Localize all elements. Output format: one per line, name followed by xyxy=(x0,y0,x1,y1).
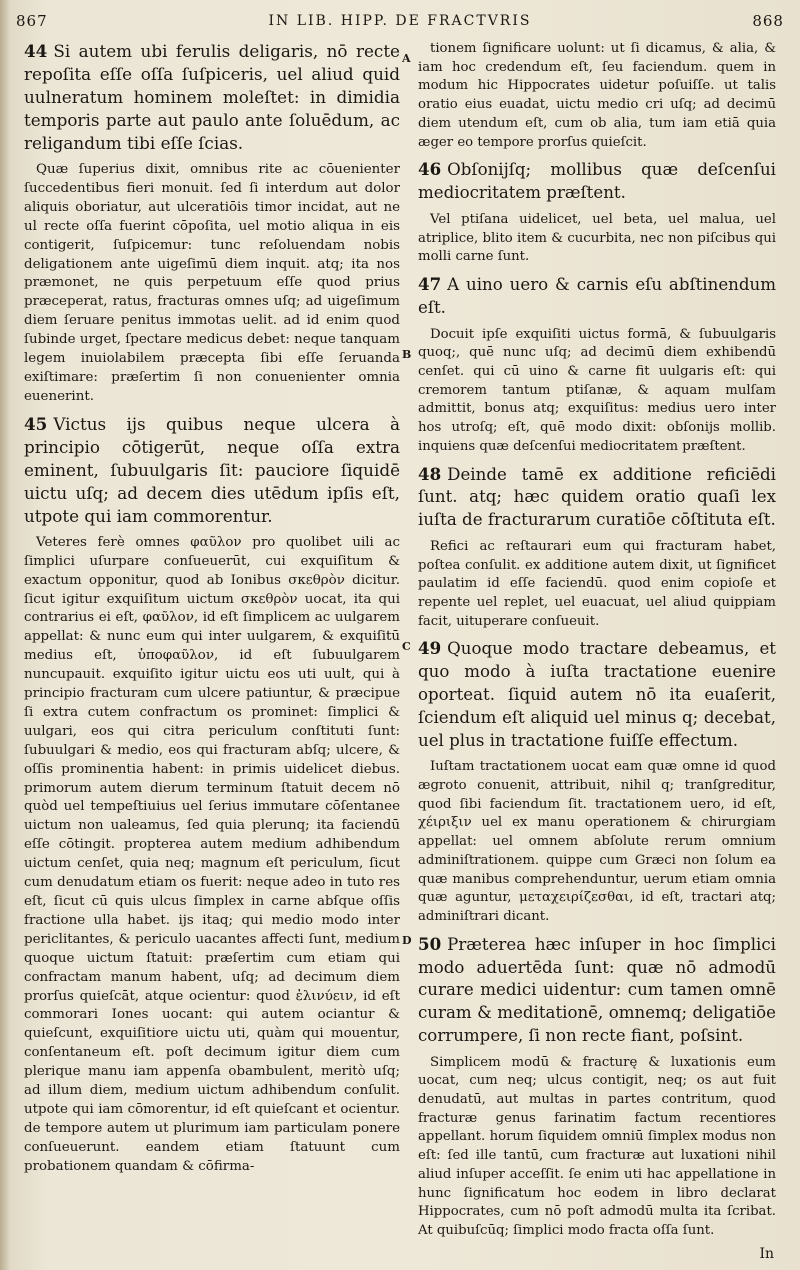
aphorism-text: Obſonijſq; mollibus quæ deſcenſui mediocritatem præſtent. xyxy=(418,160,776,203)
aphorism-number: 50 xyxy=(418,933,442,954)
margin-letter: B xyxy=(402,348,412,361)
commentary-paragraph: Refici ac reſtaurari eum qui fracturam habet, poſtea conſulit. ex additione autem dixit, ut ſignificet paulatim id eſſe faciendū. quod enim copioſe et repente uel replet, uel euacuat, uel aliud quippiam facit, uituperare conſueuit. xyxy=(418,538,776,629)
catchword: In xyxy=(759,1246,774,1262)
margin-section-letters xyxy=(402,0,416,1270)
commentary-paragraph: Simplicem modū & fracturę & luxationis eum uocat, cum neq; ulcus contigit, neq; os aut fuit denudatū, aut multas in partes contritum, quod fracturæ genus farinatim factum recentiores appellant. horum ſiquidem omniū ſimplex modus non eſt: ſed ille tantū, cum fracturæ aut luxationi nihil aliud inſuper acceſſit. ſe enim uti hac appellatione in hunc ſignificatum hoc eodem in libro declarat Hippocrates, cum nō poſt admodū multa ita ſcribat. At quibuſcūq; ſimplici modo fracta oſſa ſunt. xyxy=(418,1054,776,1239)
commentary-paragraph: tionem ſignificare uolunt: ut ſi dicamus, & alia, & iam hoc credendum eſt, ſeu faciendum. quem in modum hic Hippocrates uidetur poſuiſſe. ut talis oratio eius euadat, uictu medio cri uſq; ad decimū diem utendum eſt, cum ob alia, tum iam etiā quia æger eo tempore prorſus quieſcit. xyxy=(418,41,776,150)
page-gutter-shadow xyxy=(0,0,10,1270)
running-title: IN LIB. HIPP. DE FRACTVRIS xyxy=(268,13,532,29)
aphorism-number: 44 xyxy=(24,41,48,61)
commentary-paragraph: Docuit ipſe exquiſiti uictus formā, & ſubuulgaris quoq;, quē nunc uſq; ad decimū diem exhibendū cenſet. qui cū uino & carne fit uulgaris eſt: qui cremorem tantum ptiſanæ, & aquam mulſam admittit, bonus atq; exquiſitus: medius uero inter hos utroſq; eſt, quē modo dixit: obſonijs mollib. inquiens quæ deſcenſui mediocritatem præſtent. xyxy=(418,326,776,454)
margin-letter: C xyxy=(402,640,411,653)
aphorism-number: 46 xyxy=(418,159,442,180)
aphorism xyxy=(24,413,400,528)
page-number-left: 867 xyxy=(16,12,48,30)
commentary-paragraph: Iuſtam tractationem uocat eam quæ omne id quod ægroto conuenit, attribuit, nihil q; tranſgreditur, quod ſibi faciendum ſit. tractationem uero, id eſt, χέιριξιν uel ex manu operationem & chirurgiam appellat: uel omnem abſolute rerum omnium adminiſtrationem. quippe cum Græci non ſolum ea quæ manibus comprehenduntur, uerum etiam omnia quæ aguntur, μεταχειρίζεσθαι, id eſt, tractari atq; adminiſtrari dicant. xyxy=(418,759,776,925)
aphorism-number: 49 xyxy=(418,638,442,659)
aphorism xyxy=(418,158,776,205)
aphorism xyxy=(24,40,400,155)
page-header xyxy=(16,8,784,34)
aphorism-text: Si autem ubi ferulis deligaris, nō recte repoſita eſſe oſſa ſuſpiceris, uel aliud quid uulneratum hominem moleſtet: in dimidia temporis parte aut paulo ante ſoluēdum, ac religandum tibi eſſe ſcias. xyxy=(24,41,400,153)
right-column xyxy=(418,40,776,1252)
commentary-paragraph: Quæ ſuperius dixit, omnibus rite ac cōuenienter ſuccedentibus fieri monuit. ſed ſi interdum aut dolor aliquis oboriatur, aut ulceratiōis timor incidat, aut ne ul recte oſſa fuerint cōpoſita, uel motio aliqua in eis contigerit, ſuſpicemur: tunc reſoluendam nobis deligationem ante uigeſimū diem inquit. atq; ita nos præmonet, ne quis perpetuum eſſe quod prius præceperat, ratus, fracturas omnes uſq; ad uigeſimum diem ſeruare penitus immotas uelit. ad id enim quod ſubinde urget, ſpectare medicus debet: neque tanquam legem inuiolabilem præcepta ſibi eſſe ſeruanda exiſtimare: præſertim ſi non conuenienter omnia euenerint. xyxy=(24,162,400,404)
margin-letter: A xyxy=(402,52,411,65)
left-column xyxy=(24,40,400,1250)
aphorism xyxy=(418,463,776,532)
aphorism-number: 45 xyxy=(24,413,48,434)
aphorism xyxy=(418,933,776,1048)
aphorism-number: 48 xyxy=(418,463,442,484)
aphorism xyxy=(418,273,776,320)
aphorism-text: Deinde tamē ex additione reficiēdi ſunt. atq; hæc quidem oratio quaſi lex iuſta de fracturarum curatiōe cōſtituta eſt. xyxy=(418,464,776,530)
aphorism-text: Præterea hæc inſuper in hoc ſimplici modo aduertēda ſunt: quæ nō admodū curare medici uidentur: cum tamen omnē curam & meditationē, omnemq; deligatiōe corrumpere, ſi non recte fiant, poſsint. xyxy=(418,934,776,1045)
commentary-paragraph: Veteres ferè omnes φαῦλον pro quolibet uili ac ſimplici uſurpare conſueuerūt, cui exquiſitum & exactum opponitur, quod ab Ionibus σκεθρὸν dicitur. ſicut igitur exquiſitum uictum σκεθρὸν uocat, ita qui contrarius ei eſt, φαῦλον, id eſt ſimplicem ac uulgarem appellat: & nunc eum qui inter uulgarem, & exquiſitū medius eſt, ὑποφαῦλον, id eſt ſubuulgarem nuncupauit. exquiſito igitur uictu eos uti uult, qui à principio fracturam cum ulcere patiuntur, & præcipue ſi extra cutem confractum os prominet: ſimplici & uulgari, eos qui citra periculum conſtituti ſunt: ſubuulgari & medio, eos qui fracturam abſq; ulcere, & oſſis prominentia habent: in primis uidelicet diebus. primorum autem dierum terminum ſtatuit decem nō quòd uel tempeſtiuius uel ſerius immutare cōſentanee uictum non ualeamus, ſed quia plerunq; ita faciendū eſſe cōtingit. propterea autem medium adhibendum uictum cenſet, quia neq; magnum eſt periculum, ſicut cum denudatum etiam os fuerit: neque adeo in tuto res eſt, ſicut cū quis ulcus ſimplex in carne abſque oſſis fractione ulla habet. ijs itaq; qui medio modo inter periclitantes, & periculo uacantes affecti ſunt, medium quoque uictum ſtatuit: præſertim cum etiam qui confractam manum habent, uſq; ad decimum diem prorſus quieſcāt, atque ocientur: quod ἐλινύειν, id eſt commorari Iones uocant: qui autem ociantur & quieſcunt, exquiſitiore uictu uti, quàm qui mouentur, conſentaneum eſt. poſt decimum igitur diem cum plerique manu iam appenſa obambulent, meritò uſq; ad illum diem, medium uictum adhibendum conſulit. utpote qui iam cōmorentur, id eſt quieſcant et ocientur. de tempore autem ut plurimum iam particulam ponere conſueuerunt. eandem etiam ſtatuunt cum probationem quandam & cōfirma- xyxy=(24,534,400,1174)
commentary-paragraph: Vel ptiſana uidelicet, uel beta, uel malua, uel atriplice, blito item & cucurbita, nec non piſcibus qui molli carne ſunt. xyxy=(418,211,776,265)
aphorism-text: Victus ijs quibus neque ulcera à principio cōtigerūt, neque oſſa extra eminent, ſubuulgaris ſit: pauciore ſiquidē uictu uſq; ad decem dies utēdum ipſis eſt, utpote qui iam commorentur. xyxy=(24,413,400,526)
page-number-right: 868 xyxy=(752,12,784,30)
aphorism-number: 47 xyxy=(418,274,442,294)
margin-letter: D xyxy=(402,934,412,947)
aphorism-text: Quoque modo tractare debeamus, et quo modo à iuſta tractatione euenire oporteat. ſiquid autem nō ita euaſerit, ſciendum eſt aliquid uel minus q; decebat, uel plus in tractatione fuiſſe effectum. xyxy=(418,639,776,750)
aphorism-text: A uino uero & carnis eſu abſtinendum eſt. xyxy=(418,275,776,317)
aphorism xyxy=(418,637,776,752)
